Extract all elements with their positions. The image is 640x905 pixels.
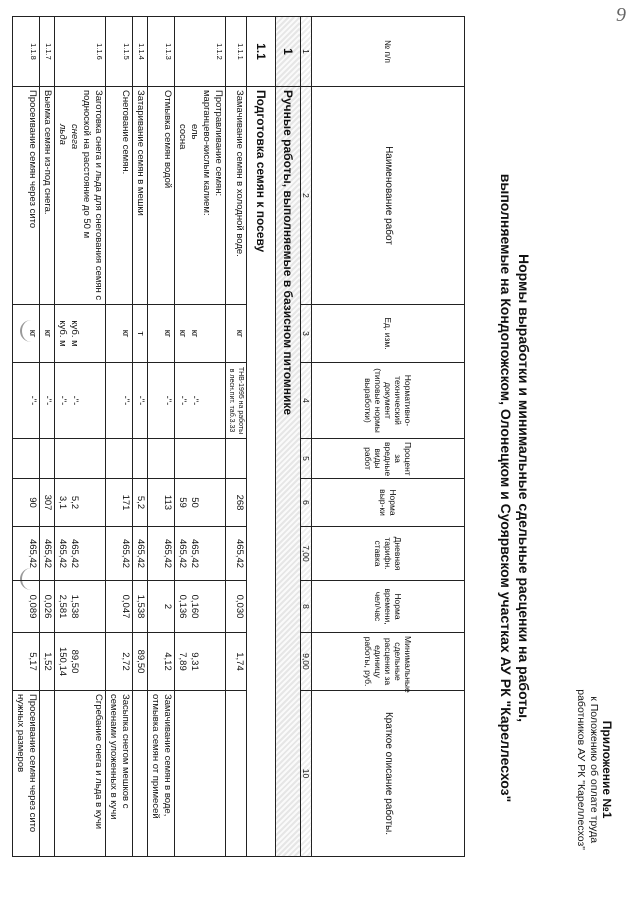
column-header: Краткое описание работы. <box>312 691 465 857</box>
appendix-note <box>574 689 613 850</box>
cell-percent <box>175 439 226 479</box>
column-header: Норма выр-ки <box>312 479 465 527</box>
work-name-line: Выемка семян из-под снега. <box>42 90 53 215</box>
table-row <box>226 17 247 857</box>
section-number: 1 <box>276 17 301 87</box>
cell-unit-line: т <box>135 331 146 336</box>
cell-rate <box>226 527 247 581</box>
cell-norm-line <box>200 482 212 523</box>
cell-price-line: 1,74 <box>234 652 245 671</box>
cell-time-line <box>200 584 212 629</box>
page-number: 9 <box>616 4 626 26</box>
column-header: Ед. изм. <box>312 305 465 363</box>
cell-description <box>40 691 55 857</box>
cell-price-line: 150,14 <box>57 646 68 677</box>
cell-rate-line <box>80 530 92 577</box>
table-row <box>106 17 133 857</box>
cell-percent <box>148 439 175 479</box>
cell-time <box>226 581 247 633</box>
cell-norm-line: 50 <box>189 497 200 508</box>
cell-number: 1.1.5 <box>106 17 133 87</box>
column-index: 2 <box>301 87 312 305</box>
column-index: 10 <box>301 691 312 857</box>
norms-table <box>12 16 465 857</box>
cell-doc <box>13 363 40 439</box>
appendix-title: Приложение №1 <box>600 720 614 819</box>
cell-norm <box>40 479 55 527</box>
cell-number: 1.1.8 <box>13 17 40 87</box>
cell-price-line <box>212 636 224 687</box>
cell-number: 1.1.3 <box>148 17 175 87</box>
cell-norm <box>175 479 226 527</box>
cell-percent <box>40 439 55 479</box>
cell-percent <box>55 439 106 479</box>
work-name-line: Затаривание семян в мешки <box>135 90 146 216</box>
cell-price-line: 7,89 <box>177 652 188 671</box>
column-index: 3 <box>301 305 312 363</box>
work-name-line: ель <box>189 124 200 140</box>
cell-norm-line: 5,2 <box>69 495 80 510</box>
cell-work-name <box>13 87 40 305</box>
cell-rate-line: 465,42 <box>189 538 200 569</box>
cell-work-name <box>148 87 175 305</box>
cell-doc <box>148 363 175 439</box>
cell-doc-line: -"- <box>177 395 188 406</box>
cell-description <box>226 691 247 857</box>
cell-doc-line <box>92 366 104 435</box>
column-header: Нормативно-технический документ (типовые нормы выработки) <box>312 363 465 439</box>
cell-unit-line <box>212 308 224 359</box>
cell-norm <box>226 479 247 527</box>
cell-rate <box>13 527 40 581</box>
column-index: 5 <box>301 439 312 479</box>
cell-norm-line: 59 <box>177 497 188 508</box>
cell-time-line: 2 <box>162 603 173 610</box>
cell-unit-line: кг <box>42 329 53 338</box>
cell-price-line: 5,17 <box>27 652 38 671</box>
cell-description-line: Засыпка снегом мешков с <box>120 694 131 809</box>
work-name-line: снега <box>69 124 80 150</box>
cell-unit <box>55 305 106 363</box>
cell-price <box>55 633 106 691</box>
cell-doc <box>226 363 247 439</box>
cell-percent <box>106 439 133 479</box>
cell-unit-line: кг <box>120 329 131 338</box>
cell-norm-line: 113 <box>162 494 173 511</box>
appendix-line: работников АУ РК "Кареллесхоз" <box>575 689 587 850</box>
cell-doc <box>55 363 106 439</box>
cell-description-line: семенами уложенных в кучи <box>108 694 119 820</box>
cell-doc <box>40 363 55 439</box>
cell-number: 1.1.4 <box>133 17 148 87</box>
cell-time <box>175 581 226 633</box>
cell-time <box>55 581 106 633</box>
work-name-line: сосна <box>177 124 188 150</box>
cell-description <box>175 691 226 857</box>
cell-unit <box>133 305 148 363</box>
cell-rate-line: 465,42 <box>234 538 245 569</box>
cell-rate-line: 465,42 <box>120 538 131 569</box>
column-index: 1 <box>301 17 312 87</box>
cell-doc-line: -"- <box>120 395 131 406</box>
document-title <box>497 128 533 848</box>
column-header: Дневная тарифн. ставка <box>312 527 465 581</box>
cell-norm-line: 5,2 <box>135 495 146 510</box>
cell-price-line: 2,72 <box>120 652 131 671</box>
section-title: Ручные работы, выполняемые в базисном питомнике <box>276 87 301 857</box>
title-line: выполняемые на Кондопожском, Олонецком и Суоярвском участках АУ РК "Кареллесхоз" <box>498 173 514 803</box>
cell-rate-line: 465,42 <box>57 538 68 569</box>
cell-price-line: 1,52 <box>42 652 53 671</box>
cell-norm-line: 268 <box>234 494 245 511</box>
cell-description-line <box>134 694 146 853</box>
cell-unit-line <box>92 308 104 359</box>
cell-time <box>13 581 40 633</box>
work-name-line: подноской на расстояние до 50 м <box>81 90 92 239</box>
cell-work-name <box>133 87 148 305</box>
work-name-line: Просеивание семян через сито <box>27 90 38 229</box>
cell-work-name <box>175 87 226 305</box>
cell-work-name <box>106 87 133 305</box>
cell-rate-line: 465,42 <box>27 538 38 569</box>
cell-unit <box>13 305 40 363</box>
cell-unit <box>226 305 247 363</box>
cell-doc-line: -"- <box>162 395 173 406</box>
cell-time-line: 0,160 <box>189 594 200 619</box>
rotated-sheet <box>15 8 625 868</box>
cell-time-line <box>80 584 92 629</box>
subsection-number: 1.1 <box>247 17 276 87</box>
column-header: Наименование работ <box>312 87 465 305</box>
title-line: Нормы выработки и минимальные сдельные расценки на работы, <box>516 254 532 722</box>
work-name-line: Снегование семян. <box>120 90 131 175</box>
cell-unit-line: кг <box>177 329 188 338</box>
cell-unit-line: куб. м <box>69 320 80 347</box>
cell-price-line: 9,31 <box>189 652 200 671</box>
cell-description-line: Сгребание снега и льда в кучи <box>93 694 104 830</box>
cell-description-line <box>233 694 245 853</box>
column-header: Минимальные сдельные расценки за единицу работы, руб. <box>312 633 465 691</box>
cell-time-line: 1,538 <box>69 594 80 619</box>
cell-number: 1.1.6 <box>55 17 106 87</box>
cell-rate-line: 465,42 <box>162 538 173 569</box>
work-name-line: Отмывка семян водой <box>162 90 173 189</box>
cell-rate <box>133 527 148 581</box>
subsection-row <box>247 17 276 857</box>
cell-description <box>133 691 148 857</box>
column-index: 7,00 <box>301 527 312 581</box>
cell-norm <box>106 479 133 527</box>
cell-doc-line: -"- <box>57 395 68 406</box>
cell-doc-line <box>80 366 92 435</box>
cell-doc-line: -"- <box>135 395 146 406</box>
column-header: № п/п <box>312 17 465 87</box>
column-index: 6 <box>301 479 312 527</box>
cell-work-name <box>40 87 55 305</box>
cell-time-line: 0,089 <box>27 594 38 619</box>
section-row <box>276 17 301 857</box>
cell-doc-line <box>200 366 212 435</box>
cell-unit-line <box>80 308 92 359</box>
work-name-line: льда <box>57 124 68 145</box>
cell-price <box>40 633 55 691</box>
cell-number: 1.1.2 <box>175 17 226 87</box>
cell-rate-line: 465,42 <box>135 538 146 569</box>
cell-time-line: 0,136 <box>177 594 188 619</box>
subsection-title: Подготовка семян к посеву <box>247 87 276 857</box>
cell-time <box>133 581 148 633</box>
cell-time-line: 2,581 <box>57 594 68 619</box>
cell-rate-line: 465,42 <box>69 538 80 569</box>
cell-description-line: отмывка семян от примесей <box>150 694 161 819</box>
cell-time-line <box>212 584 224 629</box>
column-index: 8 <box>301 581 312 633</box>
cell-price <box>148 633 175 691</box>
cell-price-line: 4,12 <box>162 652 173 671</box>
cell-doc-line: -"- <box>189 395 200 406</box>
cell-price-line <box>92 636 104 687</box>
cell-norm-line <box>80 482 92 523</box>
cell-number: 1.1.1 <box>226 17 247 87</box>
cell-time-line <box>92 584 104 629</box>
cell-unit <box>148 305 175 363</box>
table-row <box>13 17 40 857</box>
cell-doc <box>106 363 133 439</box>
cell-time-line: 0,026 <box>42 594 53 619</box>
cell-time <box>106 581 133 633</box>
table-row <box>148 17 175 857</box>
cell-norm <box>133 479 148 527</box>
cell-description <box>106 691 133 857</box>
appendix-line: к Положению об оплате труда <box>588 696 600 844</box>
table-row <box>40 17 55 857</box>
cell-norm-line: 171 <box>120 494 131 511</box>
cell-description-line: Просеивание семян через сито <box>27 694 38 833</box>
cell-unit-line: кг <box>189 329 200 338</box>
cell-doc-line <box>212 366 224 435</box>
work-name-line: Протравливание семян: <box>213 90 224 197</box>
cell-price-line: 89,50 <box>135 649 146 674</box>
cell-unit-line <box>200 308 212 359</box>
cell-norm-line <box>92 482 104 523</box>
cell-description-line: нужных размеров <box>15 694 26 773</box>
cell-norm <box>55 479 106 527</box>
cell-time <box>40 581 55 633</box>
cell-unit-line: куб. м <box>57 320 68 347</box>
cell-price <box>226 633 247 691</box>
cell-rate-line <box>200 530 212 577</box>
column-header: Процент за вредные виды работ <box>312 439 465 479</box>
cell-percent <box>133 439 148 479</box>
cell-unit-line: кг <box>27 329 38 338</box>
cell-norm <box>148 479 175 527</box>
cell-percent <box>13 439 40 479</box>
cell-doc-line: ТНВ-1995 на работы в лесн.пит. таб.3.33 <box>228 366 244 435</box>
table-row <box>55 17 106 857</box>
cell-description <box>148 691 175 857</box>
cell-norm-line <box>212 482 224 523</box>
table-row <box>175 17 226 857</box>
cell-percent <box>226 439 247 479</box>
cell-doc-line: -"- <box>69 395 80 406</box>
cell-rate-line <box>92 530 104 577</box>
cell-price-line: 89,50 <box>69 649 80 674</box>
cell-time-line: 0,047 <box>120 594 131 619</box>
cell-time-line: 1,538 <box>135 594 146 619</box>
cell-price <box>13 633 40 691</box>
cell-doc-line: -"- <box>42 395 53 406</box>
cell-rate-line: 465,42 <box>177 538 188 569</box>
cell-price-line <box>80 636 92 687</box>
cell-norm-line: 307 <box>42 494 53 511</box>
cell-rate-line <box>212 530 224 577</box>
cell-unit <box>106 305 133 363</box>
cell-price <box>106 633 133 691</box>
cell-description-line <box>41 694 53 853</box>
cell-rate-line: 465,42 <box>42 538 53 569</box>
cell-description <box>55 691 106 857</box>
table-row <box>133 17 148 857</box>
column-header: Норма времени, чел/час <box>312 581 465 633</box>
cell-rate <box>55 527 106 581</box>
column-index: 9,00 <box>301 633 312 691</box>
cell-unit <box>40 305 55 363</box>
cell-doc-line: -"- <box>27 395 38 406</box>
cell-doc <box>133 363 148 439</box>
cell-work-name <box>55 87 106 305</box>
cell-description <box>13 691 40 857</box>
cell-number: 1.1.7 <box>40 17 55 87</box>
cell-norm-line: 90 <box>27 497 38 508</box>
cell-rate <box>175 527 226 581</box>
cell-doc <box>175 363 226 439</box>
cell-price <box>133 633 148 691</box>
cell-norm-line: 3,1 <box>57 495 68 510</box>
cell-time <box>148 581 175 633</box>
cell-unit-line: кг <box>234 329 245 338</box>
cell-time-line: 0,030 <box>234 594 245 619</box>
cell-rate <box>148 527 175 581</box>
column-index: 4 <box>301 363 312 439</box>
cell-description-line: Замачивание семян в воде, <box>162 694 173 817</box>
cell-description-line <box>212 694 224 853</box>
cell-unit <box>175 305 226 363</box>
cell-norm <box>13 479 40 527</box>
cell-price <box>175 633 226 691</box>
cell-rate <box>106 527 133 581</box>
table-header-row <box>312 17 465 857</box>
work-name-line: Замачивание семян в холодной воде. <box>234 90 245 257</box>
work-name-line: марганцево-кислым калием: <box>201 90 212 216</box>
column-index-row <box>301 17 312 857</box>
work-name-line: Заготовка снега и льда для снегования семян с <box>93 90 104 301</box>
cell-unit-line: кг <box>162 329 173 338</box>
cell-work-name <box>226 87 247 305</box>
cell-rate <box>40 527 55 581</box>
cell-price-line <box>200 636 212 687</box>
